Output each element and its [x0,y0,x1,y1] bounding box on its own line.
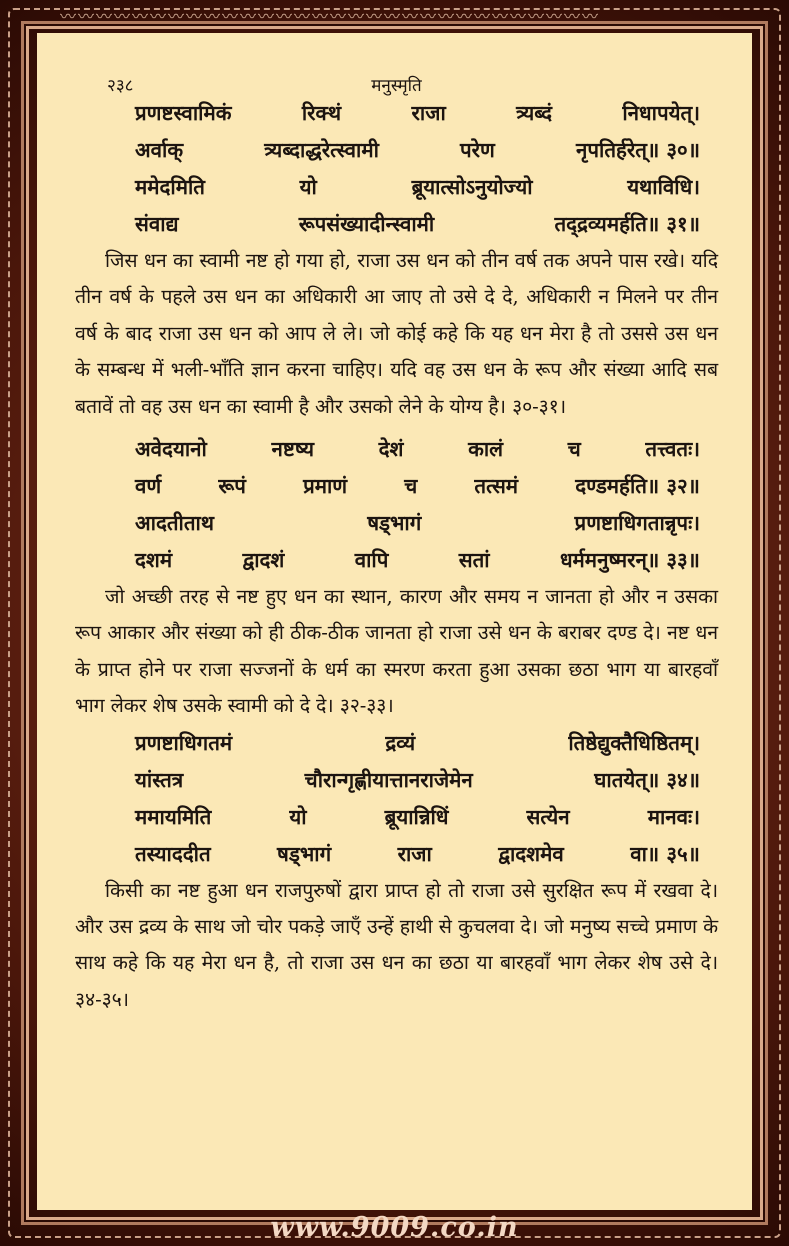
commentary-34-35 [75,873,718,1019]
commentary-32-33 [75,579,718,725]
verse-line: प्रणष्टाधिगतमं द्रव्यं तिष्ठेद्युक्तैधिष्ठितम्। [135,730,700,755]
verse-block-34-35 [135,725,700,873]
verse-block-32-33 [135,431,700,579]
verse-line: तस्याददीत षड्भागं राजा द्वादशमेव वा॥ ३५॥ [135,841,700,866]
page-title: मनुस्मृति [371,76,422,96]
verse-line: अवेदयानो नष्टष्य देशं कालं च तत्त्वतः। [135,437,700,462]
verse-line: दशमं द्वादशं वापि सतां धर्ममनुष्मरन्॥ ३३॥ [135,548,700,573]
verse-block-30-31 [135,95,700,243]
commentary-paragraph: जिस धन का स्वामी नष्ट हो गया हो, राजा उस धन को तीन वर्ष तक अपने पास रखे। यदि तीन वर्ष के पहले उस धन का अधिकारी आ जाए तो उसे दे दे, अधिकारी न मिलने पर तीन वर्ष के बाद राजा उस धन को आप ले ले। जो कोई कहे कि यह धन मेरा है तो उससे उस धन के सम्बन्ध में भली-भाँति ज्ञान करना चाहिए। यदि वह उस धन के रूप और संख्या आदि सब बतावें तो वह उस धन का स्वामी है और उसको लेने के योग्य है। ३०-३१। [75,249,718,418]
website-watermark [0,1212,789,1246]
verse-line: ममायमिति यो ब्रूयान्निधिं सत्येन मानवः। [135,804,700,829]
book-page [37,33,752,1210]
website-url: www.9009.co.in [270,1212,519,1243]
verse-line: वर्ण रूपं प्रमाणं च तत्समं दण्डमर्हति॥ ३२॥ [135,474,700,499]
page-number: २३८ [107,76,134,96]
verse-line: अर्वाक् त्र्यब्दाद्धरेत्स्वामी परेण नृपतिर्हरेत्॥ ३०॥ [135,138,700,162]
commentary-30-31 [75,243,718,425]
page-header [75,33,718,95]
verse-line: ममेदमिति यो ब्रूयात्सोऽनुयोज्यो यथाविधि। [135,175,700,199]
commentary-paragraph: जो अच्छी तरह से नष्ट हुए धन का स्थान, कारण और समय न जानता हो और न उसका रूप आकार और संख्या को ही ठीक-ठीक जानता हो राजा उसे धन के बराबर दण्ड दे। नष्ट धन के प्राप्त होने पर राजा सज्जनों के धर्म का स्मरण करता हुआ उसका छठा भाग या बारहवाँ भाग लेकर शेष उसके स्वामी को दे दे। ३२-३३। [75,585,718,718]
verse-line: प्रणष्टस्वामिकं रिक्थं राजा त्र्यब्दं निधापयेत्। [135,101,700,125]
border-ornament-top: 〰〰〰〰〰〰〰〰〰〰〰〰〰〰〰〰〰〰〰〰〰〰〰〰〰〰〰〰〰〰 [60,7,601,26]
verse-line: यांस्तत्र चौरान्गृह्णीयात्तानराजेमेन घातयेत्॥ ३४॥ [135,767,700,792]
commentary-paragraph: किसी का नष्ट हुआ धन राजपुरुषों द्वारा प्राप्त हो तो राजा उसे सुरक्षित रूप में रखवा दे। और उस द्रव्य के साथ जो चोर पकड़े जाएँ उन्हें हाथी से कुचलवा दे। जो मनुष्य सच्चे प्रमाण के साथ कहे कि यह मेरा धन है, तो राजा उस धन का छठा या बारहवाँ भाग लेकर शेष उसे दे। ३४-३५। [75,878,718,1011]
verse-line: आदतीताथ षड्भागं प्रणष्टाधिगतान्नृपः। [135,511,700,536]
verse-line: संवाद्य रूपसंख्यादीन्स्वामी तद्द्रव्यमर्हति॥ ३१॥ [135,212,700,236]
